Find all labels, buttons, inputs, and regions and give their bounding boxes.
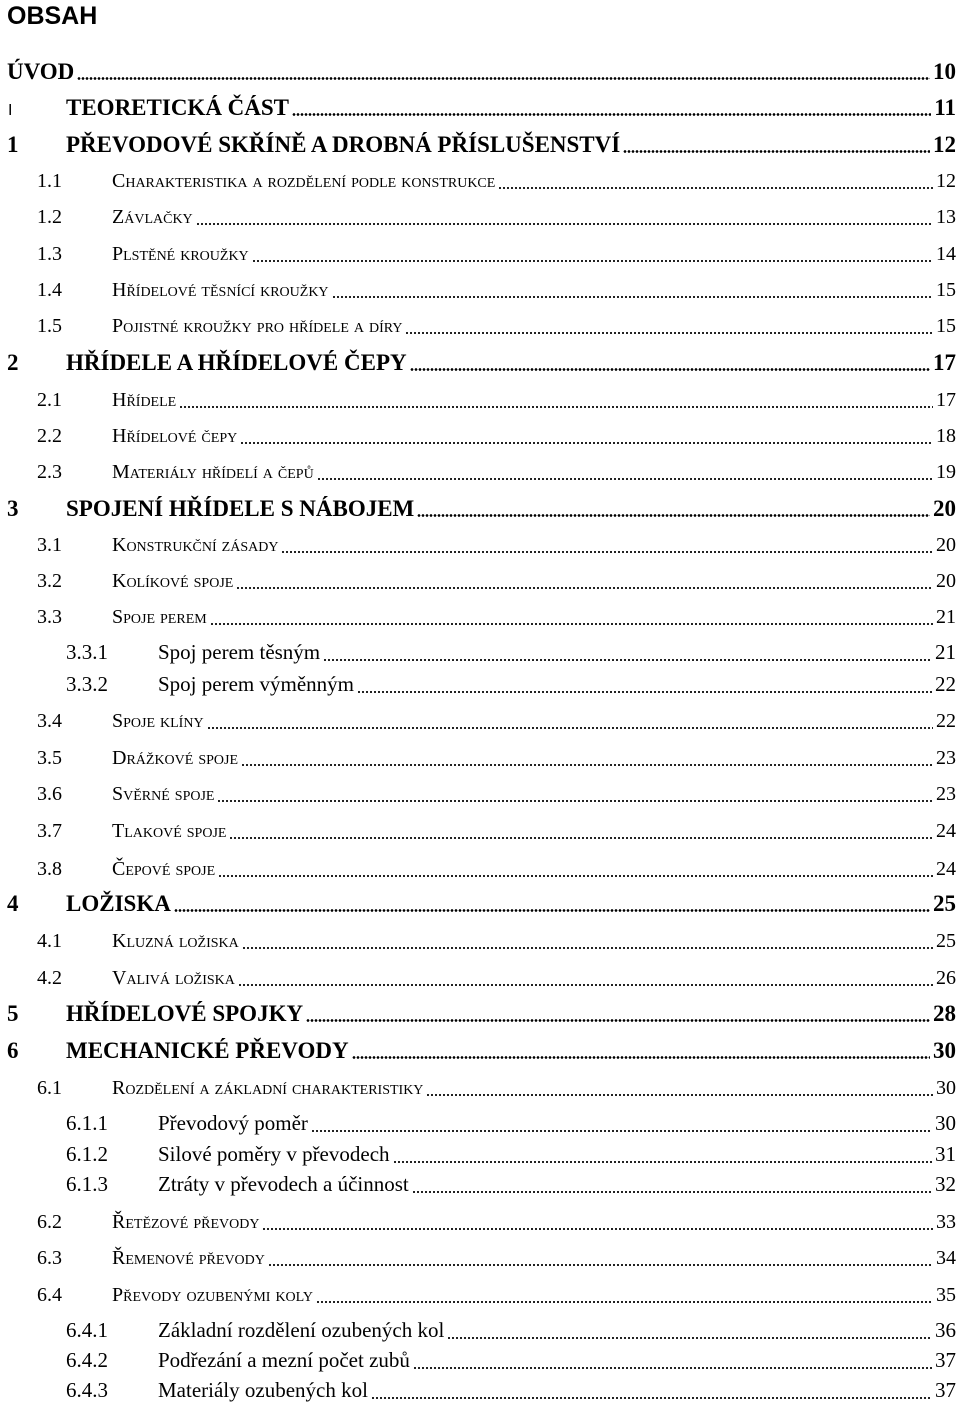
dot-leader — [218, 875, 933, 877]
toc-entry-number: 2 — [7, 350, 19, 375]
dot-leader — [210, 623, 933, 625]
toc-entry-number: 6.4.2 — [66, 1348, 108, 1372]
toc-entry-number: 1.5 — [37, 315, 62, 337]
toc-entry-title: Drážkové spoje — [112, 747, 239, 769]
toc-entry-number: 6.3 — [37, 1247, 62, 1269]
toc-entry[interactable] — [0, 744, 956, 774]
toc-entry[interactable] — [0, 167, 956, 197]
toc-entry-title: Rozdělení a základní charakteristiky — [112, 1077, 424, 1099]
toc-entry[interactable] — [0, 1074, 956, 1104]
toc-entry[interactable] — [0, 707, 956, 737]
toc-entry[interactable] — [0, 567, 956, 597]
dot-leader — [241, 764, 933, 766]
toc-entry-title: Svěrné spoje — [112, 783, 215, 805]
toc-entry-page: 20 — [933, 496, 956, 521]
toc-entry-number: 6 — [7, 1038, 19, 1063]
toc-entry[interactable] — [0, 1110, 956, 1140]
dot-leader — [306, 1019, 930, 1022]
toc-entry-page: 20 — [936, 570, 956, 592]
dot-leader — [405, 332, 933, 334]
toc-entry-number: 6.4.1 — [66, 1318, 108, 1342]
dot-leader — [217, 800, 933, 802]
toc-entry[interactable] — [0, 458, 956, 488]
dot-leader — [238, 984, 933, 986]
toc-entry-page: 17 — [936, 389, 956, 411]
toc-entry-title: Podřezání a mezní počet zubů — [158, 1348, 410, 1372]
dot-leader — [174, 909, 930, 912]
toc-entry-title: Převody ozubenými koly — [112, 1284, 313, 1306]
toc-entry-page: 22 — [936, 710, 956, 732]
dot-leader — [281, 551, 933, 553]
toc-entry-page: 22 — [935, 672, 956, 696]
dot-leader — [240, 442, 933, 444]
toc-entry-page: 11 — [934, 95, 956, 120]
toc-entry-number: 1 — [7, 132, 19, 157]
toc-entry[interactable] — [0, 386, 956, 416]
toc-entry-title: Tlakové spoje — [112, 820, 227, 842]
toc-entry-page: 17 — [933, 350, 956, 375]
toc-entry[interactable] — [0, 1317, 956, 1347]
dot-leader — [357, 691, 932, 693]
toc-entry-title: Hřídele — [112, 389, 177, 411]
toc-entry-page: 37 — [935, 1378, 956, 1402]
toc-entry-title: Hřídelové těsnící kroužky — [112, 279, 329, 301]
toc-entry-number: 6.4.3 — [66, 1378, 108, 1402]
toc-entry-title: PŘEVODOVÉ SKŘÍNĚ A DROBNÁ PŘÍSLUŠENSTVÍ — [66, 132, 621, 157]
toc-entry-page: 33 — [936, 1211, 956, 1233]
toc-entry-page: 18 — [936, 425, 956, 447]
toc-entry-number: 6.1.1 — [66, 1111, 108, 1135]
toc-entry[interactable] — [0, 964, 956, 994]
dot-leader — [623, 150, 930, 153]
toc-entry-title: Silové poměry v převodech — [158, 1142, 390, 1166]
dot-leader — [268, 1264, 933, 1266]
toc-entry-page: 10 — [933, 59, 956, 84]
toc-entry-number: 1.1 — [37, 170, 62, 192]
toc-entry[interactable] — [0, 1141, 956, 1171]
toc-entry[interactable] — [0, 1377, 956, 1407]
toc-entry-title: Materiály hřídelí a čepů — [112, 461, 314, 483]
toc-entry-number: 1.3 — [37, 243, 62, 265]
toc-entry[interactable] — [0, 891, 956, 921]
dot-leader — [426, 1094, 933, 1096]
toc-entry-page: 15 — [936, 279, 956, 301]
toc-entry-page: 30 — [933, 1038, 956, 1063]
dot-leader — [498, 187, 933, 189]
toc-entry-title: Spoje perem — [112, 606, 207, 628]
toc-entry-number: 3.3.2 — [66, 672, 108, 696]
toc-entry-number: I — [8, 102, 13, 119]
toc-entry-page: 14 — [936, 243, 956, 265]
toc-entry-title: Materiály ozubených kol — [158, 1378, 368, 1402]
toc-entry-number: 4 — [7, 891, 19, 916]
toc-entry-number: 3.3 — [37, 606, 62, 628]
dot-leader — [412, 1191, 932, 1193]
toc-entry-number: 3.5 — [37, 747, 62, 769]
toc-entry-title: Základní rozdělení ozubených kol — [158, 1318, 445, 1342]
toc-entry[interactable] — [0, 240, 956, 270]
toc-entry-page: 30 — [935, 1111, 956, 1135]
dot-leader — [196, 223, 933, 225]
toc-entry[interactable] — [0, 1171, 956, 1201]
toc-entry-number: 1.4 — [37, 279, 62, 301]
toc-entry[interactable] — [0, 1208, 956, 1238]
toc-entry-title: Pojistné kroužky pro hřídele a díry — [112, 315, 403, 337]
toc-entry-title: HŘÍDELOVÉ SPOJKY — [66, 1001, 304, 1026]
toc-entry-page: 34 — [936, 1247, 956, 1269]
dot-leader — [447, 1337, 932, 1339]
toc-entry-number: 6.1.3 — [66, 1172, 108, 1196]
toc-entry[interactable] — [0, 350, 956, 380]
dot-leader — [252, 260, 933, 262]
toc-entry-number: 3.2 — [37, 570, 62, 592]
toc-entry-number: 6.1.2 — [66, 1142, 108, 1166]
toc-entry-page: 13 — [936, 206, 956, 228]
toc-entry-page: 25 — [933, 891, 956, 916]
toc-entry-page: 30 — [936, 1077, 956, 1099]
toc-entry[interactable] — [0, 1038, 956, 1068]
toc-entry-title: Plstěné kroužky — [112, 243, 249, 265]
toc-entry[interactable] — [0, 531, 956, 561]
toc-entry-page: 12 — [936, 170, 956, 192]
toc-entry-number: 6.4 — [37, 1284, 62, 1306]
toc-entry-number: 2.2 — [37, 425, 62, 447]
toc-entry[interactable] — [0, 1281, 956, 1311]
toc-entry-page: 23 — [936, 783, 956, 805]
dot-leader — [317, 478, 933, 480]
toc-entry-page: 21 — [936, 606, 956, 628]
dot-leader — [352, 1056, 930, 1059]
toc-entry[interactable] — [0, 203, 956, 233]
toc-entry-page: 32 — [935, 1172, 956, 1196]
dot-leader — [316, 1301, 933, 1303]
toc-entry-title: HŘÍDELE A HŘÍDELOVÉ ČEPY — [66, 350, 407, 375]
toc-entry-title: Valivá ložiska — [112, 967, 235, 989]
toc-entry-title: Převodový poměr — [158, 1111, 308, 1135]
toc-entry-number: 3 — [7, 496, 19, 521]
toc-entry[interactable] — [0, 496, 956, 526]
toc-entry-page: 20 — [936, 534, 956, 556]
toc-entry-number: 5 — [7, 1001, 19, 1026]
toc-entry[interactable] — [0, 1347, 956, 1377]
toc-entry-number: 4.1 — [37, 930, 62, 952]
toc-entry-page: 24 — [936, 820, 956, 842]
dot-leader — [292, 113, 931, 116]
toc-entry-title: SPOJENÍ HŘÍDELE S NÁBOJEM — [66, 496, 415, 521]
toc-entry-page: 24 — [936, 858, 956, 880]
toc-entry-page: 21 — [935, 640, 956, 664]
toc-entry-page: 23 — [936, 747, 956, 769]
dot-leader — [332, 296, 933, 298]
toc-entry[interactable] — [0, 855, 956, 885]
toc-entry[interactable] — [0, 817, 956, 847]
toc-entry-title: Závlačky — [112, 206, 193, 228]
dot-leader — [417, 514, 930, 517]
dot-leader — [371, 1397, 932, 1399]
toc-entry-number: 3.6 — [37, 783, 62, 805]
dot-leader — [207, 727, 933, 729]
toc-entry[interactable] — [0, 639, 956, 669]
toc-entry-page: 36 — [935, 1318, 956, 1342]
toc-entry-page: 35 — [936, 1284, 956, 1306]
toc-entry-title: Spoj perem těsným — [158, 640, 321, 664]
toc-entry[interactable] — [0, 671, 956, 701]
dot-leader — [77, 77, 930, 80]
toc-entry[interactable] — [0, 1001, 956, 1031]
toc-entry-number: 6.1 — [37, 1077, 62, 1099]
toc-entry-title: Spoj perem výměnným — [158, 672, 354, 696]
toc-entry[interactable] — [0, 603, 956, 633]
dot-leader — [179, 406, 933, 408]
dot-leader — [323, 659, 932, 661]
toc-entry[interactable] — [0, 927, 956, 957]
toc-entry[interactable] — [0, 312, 956, 342]
toc-entry-title: Hřídelové čepy — [112, 425, 238, 447]
toc-entry[interactable] — [0, 780, 956, 810]
toc-entry-number: 3.3.1 — [66, 640, 108, 664]
toc-entry-number: 3.1 — [37, 534, 62, 556]
toc-entry[interactable] — [0, 132, 956, 162]
toc-entry-title: Řemenové převody — [112, 1247, 265, 1269]
toc-entry[interactable] — [0, 1244, 956, 1274]
dot-leader — [236, 587, 933, 589]
toc-entry-number: 3.7 — [37, 820, 62, 842]
toc-entry-page: 19 — [936, 461, 956, 483]
toc-entry-title: Charakteristika a rozdělení podle konstrukce — [112, 170, 496, 192]
toc-entry-number: ÚVOD — [7, 59, 75, 84]
toc-entry-number: 3.8 — [37, 858, 62, 880]
dot-leader — [410, 368, 930, 371]
toc-entry-page: 25 — [936, 930, 956, 952]
toc-entry-page: 15 — [936, 315, 956, 337]
toc-entry-page: 37 — [935, 1348, 956, 1372]
toc-entry-number: 3.4 — [37, 710, 62, 732]
dot-leader — [393, 1161, 932, 1163]
toc-entry-title: TEORETICKÁ ČÁST — [66, 95, 290, 120]
toc-entry-page: 26 — [936, 967, 956, 989]
toc-entry-title: LOŽISKA — [66, 891, 171, 916]
toc-entry-title: MECHANICKÉ PŘEVODY — [66, 1038, 349, 1063]
toc-entry-title: Konstrukční zásady — [112, 534, 279, 556]
toc-entry-number: 1.2 — [37, 206, 62, 228]
toc-entry[interactable] — [0, 95, 956, 125]
toc-entry-number: 2.3 — [37, 461, 62, 483]
toc-entry[interactable] — [0, 422, 956, 452]
dot-leader — [413, 1367, 932, 1369]
toc-entry[interactable] — [0, 59, 956, 89]
toc-entry-page: 31 — [935, 1142, 956, 1166]
toc-entry-title: Řetězové převody — [112, 1211, 260, 1233]
page-title: OBSAH — [7, 2, 98, 30]
dot-leader — [242, 947, 933, 949]
toc-entry-title: Kluzná ložiska — [112, 930, 239, 952]
dot-leader — [311, 1130, 932, 1132]
toc-entry-title: Kolíkové spoje — [112, 570, 234, 592]
toc-entry-number: 4.2 — [37, 967, 62, 989]
toc-entry-title: Čepové spoje — [112, 858, 216, 880]
dot-leader — [262, 1228, 933, 1230]
toc-entry-title: Spoje klíny — [112, 710, 204, 732]
toc-entry-title: Ztráty v převodech a účinnost — [158, 1172, 409, 1196]
toc-entry-page: 28 — [933, 1001, 956, 1026]
toc-entry-page: 12 — [933, 132, 956, 157]
dot-leader — [229, 837, 933, 839]
toc-entry-number: 2.1 — [37, 389, 62, 411]
toc-entry-number: 6.2 — [37, 1211, 62, 1233]
toc-entry[interactable] — [0, 276, 956, 306]
